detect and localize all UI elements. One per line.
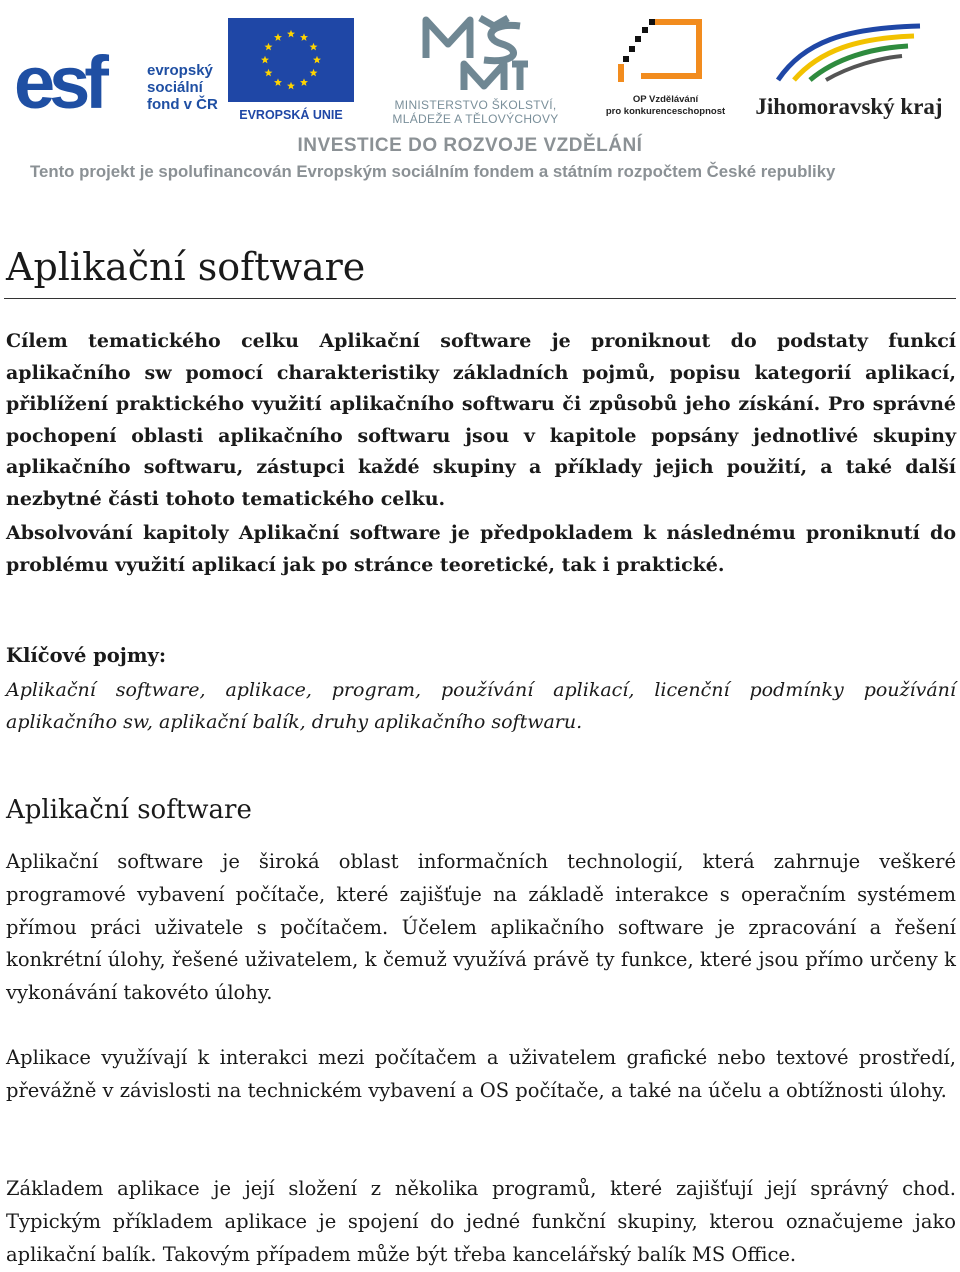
msmt-logo xyxy=(368,14,583,126)
eu-flag-icon xyxy=(228,18,354,102)
msmt-logo-text xyxy=(368,98,583,126)
svg-text:esf: esf xyxy=(14,46,103,118)
eu-logo xyxy=(228,18,354,128)
esf-line: fond v ČR xyxy=(147,96,218,113)
esf-line: sociální xyxy=(147,79,203,96)
jmk-logo-mark xyxy=(774,22,924,84)
investice-heading: INVESTICE DO ROZVOJE VZDĚLÁNÍ xyxy=(297,135,643,156)
esf-logo-text xyxy=(147,62,218,113)
op-logo xyxy=(593,16,738,128)
title-divider xyxy=(4,298,956,299)
section-heading: Aplikační software xyxy=(6,795,252,825)
region-label: Jihomoravský kraj xyxy=(755,94,943,119)
esf-line: evropský xyxy=(147,62,213,79)
body-paragraph: Základem aplikace je její složení z několika programů, které zajišťují její správný chod. Typickým příkladem aplikace je spojení do jedné funkční skupiny, kterou označujeme jako aplikační balík. Takovým případem může být třeba kancelářský balík MS Office. xyxy=(6,1177,956,1266)
intro-paragraph-2: Absolvování kapitoly Aplikační software je předpokladem k následnému proniknutí do problému využití aplikací jak po stránce teoretické, tak i praktické. xyxy=(6,522,956,576)
esf-logo-mark xyxy=(14,46,139,118)
logo-header xyxy=(0,0,960,200)
body-paragraph: Aplikační software je široká oblast informačních technologií, která zahrnuje veškeré programové vybavení počítače, které zajišťuje na základě interakce s operačním systémem přímou práci uživatele s počítačem. Účelem aplikačního software je zpracování a řešení konkrétní úlohy, řešené uživatelem, k čemuž využívá právě ty funkce, které jsou přímo určeny k vykonávání takovéto úlohy. xyxy=(6,850,956,1005)
op-line: OP Vzdělávání xyxy=(632,94,699,105)
msmt-line: MLÁDEŽE A TĚLOVÝCHOVY xyxy=(392,112,559,126)
keywords-text: Aplikační software, aplikace, program, používání aplikací, licenční podmínky používání aplikačního sw, aplikační balík, druhy aplikačního softwaru. xyxy=(6,679,956,733)
msmt-logo-mark xyxy=(420,14,530,94)
op-logo-text xyxy=(593,94,738,118)
body-paragraph: Aplikace využívají k interakci mezi počítačem a uživatelem grafické nebo textové prostředí, převážně v závislosti na technickém vybavení a OS počítače, a také na účelu a obtížnosti úlohy. xyxy=(6,1046,956,1102)
page-title: Aplikační software xyxy=(6,245,366,289)
keywords-label: Klíčové pojmy: xyxy=(6,644,167,667)
esf-logo xyxy=(14,36,224,128)
jihomoravsky-kraj-logo xyxy=(744,22,954,128)
eu-label: EVROPSKÁ UNIE xyxy=(239,108,343,122)
op-logo-mark xyxy=(615,16,705,88)
intro-paragraph: Cílem tematického celku Aplikační software je proniknout do podstaty funkcí aplikačního sw pomocí charakteristiky základních pojmů, popisu kategorií aplikací, přiblížení praktického využití aplikačního softwaru či způsobů jeho získání. Pro správné pochopení oblasti aplikačního softwaru jsou v kapitole popsány jednotlivé skupiny aplikačního softwaru, zástupci každé skupiny a příklady jejich použití, a také další nezbytné části tohoto tematického celku. xyxy=(6,330,956,510)
op-line: pro konkurenceschopnost xyxy=(605,106,726,117)
funding-tagline: Tento projekt je spolufinancován Evropským sociálním fondem a státním rozpočtem České republiky xyxy=(30,162,836,181)
msmt-line: MINISTERSTVO ŠKOLSTVÍ, xyxy=(394,98,557,112)
